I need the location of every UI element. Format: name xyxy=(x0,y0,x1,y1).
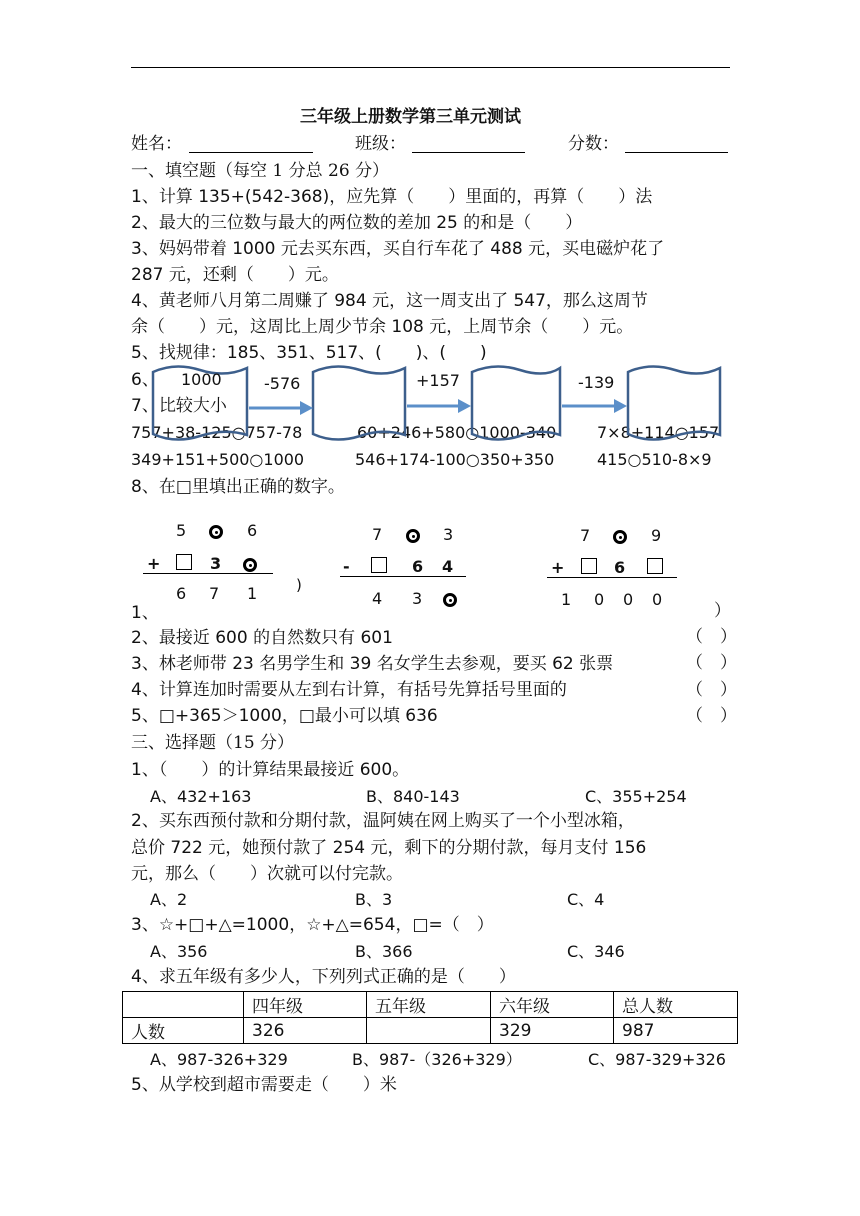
choice-q2-line1: 2、买东西预付款和分期付款，温阿姨在网上购买了一个小型冰箱， xyxy=(131,811,635,831)
fill-q6: 6、 xyxy=(131,370,159,390)
scroll-box-2 xyxy=(313,366,405,439)
table-header-cell: 总人数 xyxy=(614,992,738,1018)
grade-table xyxy=(122,991,738,1044)
blank-dot-icon xyxy=(406,529,420,543)
judge-q3-mark[interactable]: （ ） xyxy=(686,653,737,673)
puzzle3-mid-box1[interactable] xyxy=(581,558,597,577)
answer-box-icon xyxy=(647,558,663,574)
puzzle3-top-d3: 9 xyxy=(651,526,662,545)
chain-op-3: -139 xyxy=(578,373,615,392)
compare-row1-c: 7×8+114○157 xyxy=(597,423,720,442)
puzzle2-top-d1: 7 xyxy=(372,525,383,544)
puzzle1-top-d3: 6 xyxy=(247,521,258,540)
choice-q2-line2: 总价 722 元，她预付款了 254 元，剩下的分期付款，每月支付 156 xyxy=(131,838,647,858)
puzzle1-res-d3: 1 xyxy=(247,584,258,603)
choice-q2-option-a[interactable]: A、2 xyxy=(150,890,188,909)
puzzle3-res-d4: 0 xyxy=(652,590,663,609)
answer-box-icon xyxy=(371,557,387,573)
puzzle3-mid-d2: 6 xyxy=(614,558,626,577)
fill-q1: 1、计算 135+(542-368)，应先算（ ）里面的，再算（ ）法 xyxy=(131,187,653,207)
fill-q3-line1: 3、妈妈带着 1000 元去买东西，买自行车花了 488 元，买电磁炉花了 xyxy=(131,239,665,259)
puzzle1-res-d2: 7 xyxy=(209,584,220,603)
choice-q3: 3、☆+□+△=1000，☆+△=654，□=（ ） xyxy=(131,915,494,935)
answer-box-icon xyxy=(581,558,597,574)
puzzle1-top-d1: 5 xyxy=(176,521,187,540)
table-header-cell xyxy=(123,992,244,1018)
puzzle2-res-blank xyxy=(443,589,457,608)
choice-q1-option-a[interactable]: A、432+163 xyxy=(150,787,252,806)
puzzle2-top-blank xyxy=(406,525,420,544)
puzzle3-res-d2: 0 xyxy=(594,590,605,609)
table-cell: 329 xyxy=(491,1018,614,1044)
puzzle1-mid-d2: 3 xyxy=(210,554,222,573)
compare-row2-a: 349+151+500○1000 xyxy=(131,450,305,469)
choice-q5: 5、从学校到超市需要走（ ）米 xyxy=(131,1075,397,1095)
judge-q5: 5、□+365＞1000，□最小可以填 636 xyxy=(131,706,438,726)
top-rule xyxy=(131,67,730,68)
blank-dot-icon xyxy=(243,558,257,572)
table-cell: 987 xyxy=(614,1018,738,1044)
table-row xyxy=(123,1018,738,1044)
puzzle3-mid-box2[interactable] xyxy=(647,558,663,577)
fill-q5: 5、找规律：185、351、517、( )、( ) xyxy=(131,343,487,363)
puzzle3-res-d3: 0 xyxy=(623,590,634,609)
choice-q4-option-a[interactable]: A、987-326+329 xyxy=(150,1050,288,1069)
table-cell: 326 xyxy=(244,1018,367,1044)
table-header-row xyxy=(123,992,738,1018)
puzzle2-res-d1: 4 xyxy=(372,589,383,608)
answer-box-icon xyxy=(176,554,192,570)
choice-q2-option-c[interactable]: C、4 xyxy=(567,890,605,909)
table-header-cell: 四年级 xyxy=(244,992,367,1018)
table-cell: 人数 xyxy=(123,1018,244,1044)
puzzle2-mid-d3: 4 xyxy=(442,557,454,576)
scroll-box-3 xyxy=(472,366,560,439)
name-blank[interactable] xyxy=(189,152,313,153)
choice-q3-option-b[interactable]: B、366 xyxy=(355,942,413,961)
blank-dot-icon xyxy=(443,593,457,607)
score-label: 分数： xyxy=(568,134,619,154)
choice-q3-option-a[interactable]: A、356 xyxy=(150,942,208,961)
choice-q1-option-b[interactable]: B、840-143 xyxy=(366,787,460,806)
name-label: 姓名： xyxy=(131,134,182,154)
puzzle2-mid-box[interactable] xyxy=(371,557,387,576)
judge-q4-mark[interactable]: （ ） xyxy=(686,680,737,700)
section1-heading: 一、填空题（每空 1 分总 26 分） xyxy=(131,161,390,181)
choice-q2-line3: 元，那么（ ）次就可以付完款。 xyxy=(131,864,403,884)
choice-q1-option-c[interactable]: C、355+254 xyxy=(585,787,687,806)
puzzle3-top-d1: 7 xyxy=(580,526,591,545)
judge-q2: 2、最接近 600 的自然数只有 601 xyxy=(131,628,393,648)
chain-op-1: -576 xyxy=(264,374,301,393)
compare-row2-c: 415○510-8×9 xyxy=(597,450,712,469)
fill-q4-line2: 余（ ）元，这周比上周少节余 108 元，上周节余（ ）元。 xyxy=(131,317,634,337)
puzzle1-rule xyxy=(143,573,273,574)
class-blank[interactable] xyxy=(412,152,525,153)
chain-op-2: +157 xyxy=(416,371,460,390)
compare-row1-b: 60+246+580○1000-340 xyxy=(357,423,557,442)
puzzle1-top-blank xyxy=(209,521,223,540)
compare-row1-a: 757+38-125○757-78 xyxy=(131,423,303,442)
choice-q4: 4、求五年级有多少人，下列列式正确的是（ ） xyxy=(131,967,516,987)
choice-q4-option-c[interactable]: C、987-329+326 xyxy=(588,1050,726,1069)
puzzle1-res-d1: 6 xyxy=(176,584,187,603)
puzzle3-rule xyxy=(547,577,677,578)
puzzle1-op: + xyxy=(147,554,161,573)
judge-q4: 4、计算连加时需要从左到右计算，有括号先算括号里面的 xyxy=(131,680,567,700)
table-header-cell: 五年级 xyxy=(367,992,491,1018)
judge-paren-close: ) xyxy=(296,576,302,594)
fill-q4-line1: 4、黄老师八月第二周赚了 984 元，这一周支出了 547，那么这周节 xyxy=(131,291,648,311)
judge-q1-mark: ） xyxy=(714,601,731,621)
page-title: 三年级上册数学第三单元测试 xyxy=(300,107,521,127)
table-header-cell: 六年级 xyxy=(491,992,614,1018)
puzzle2-mid-d2: 6 xyxy=(412,557,424,576)
blank-dot-icon xyxy=(613,530,627,544)
choice-q3-option-c[interactable]: C、346 xyxy=(567,942,625,961)
blank-dot-icon xyxy=(209,525,223,539)
chain-start-value: 1000 xyxy=(181,370,222,389)
puzzle1-mid-box[interactable] xyxy=(176,554,192,573)
section3-heading: 三、选择题（15 分） xyxy=(131,733,295,753)
choice-q1: 1、（ ）的计算结果最接近 600。 xyxy=(131,760,410,780)
puzzle2-top-d3: 3 xyxy=(443,525,454,544)
puzzle2-rule xyxy=(340,576,466,577)
class-label: 班级： xyxy=(355,134,406,154)
choice-q4-option-b[interactable]: B、987-（326+329） xyxy=(352,1050,522,1069)
table-cell xyxy=(367,1018,491,1044)
fill-q8: 8、在□里填出正确的数字。 xyxy=(131,477,345,497)
puzzle3-top-blank xyxy=(613,526,627,545)
puzzle3-op: + xyxy=(551,558,565,577)
score-blank[interactable] xyxy=(625,152,728,153)
puzzle2-res-d2: 3 xyxy=(412,589,423,608)
fill-q3-line2: 287 元，还剩（ ）元。 xyxy=(131,265,339,285)
compare-row2-b: 546+174-100○350+350 xyxy=(355,450,555,469)
puzzle3-res-d1: 1 xyxy=(561,590,572,609)
fill-q2: 2、最大的三位数与最大的两位数的差加 25 的和是（ ） xyxy=(131,213,583,233)
fill-q7: 7、比较大小 xyxy=(131,396,227,416)
judge-q2-mark[interactable]: （ ） xyxy=(686,627,737,647)
puzzle1-mid-blank xyxy=(243,554,257,573)
judge-q5-mark[interactable]: （ ） xyxy=(686,706,737,726)
scroll-box-4 xyxy=(628,366,720,439)
choice-q2-option-b[interactable]: B、3 xyxy=(355,890,393,909)
puzzle2-op: - xyxy=(343,557,350,576)
judge-q3: 3、林老师带 23 名男学生和 39 名女学生去参观，要买 62 张票 xyxy=(131,654,614,674)
judge-q1: 1、 xyxy=(131,603,159,623)
